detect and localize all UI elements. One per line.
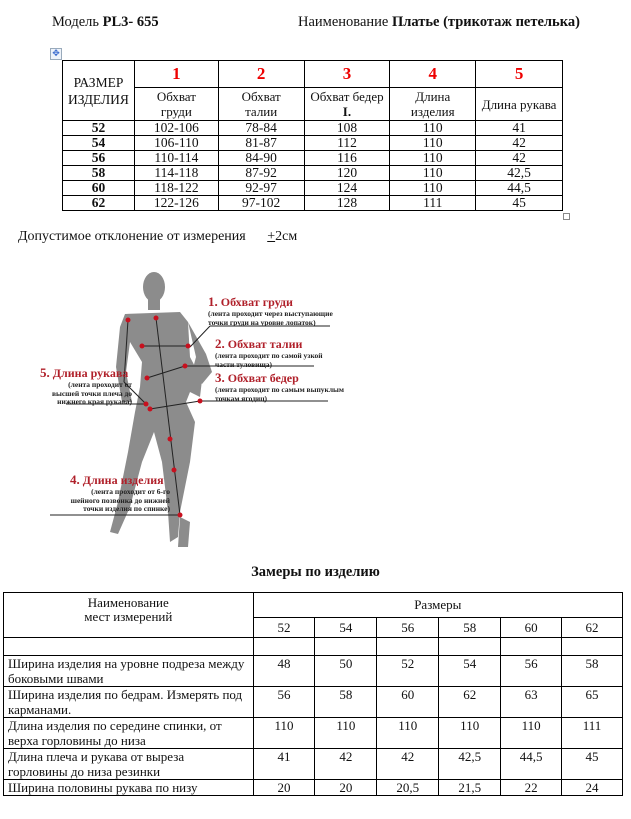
measurement-value: 20 xyxy=(315,780,377,796)
measurement-name xyxy=(4,656,254,687)
callout-chest xyxy=(208,294,333,327)
measurement-value: 42 xyxy=(377,749,439,780)
callout-title: Обхват груди xyxy=(220,295,293,309)
plus-minus-sign: + xyxy=(267,229,276,244)
measurement-cell: 45 xyxy=(476,196,563,211)
size-row xyxy=(63,151,563,166)
tolerance-label: Допустимое отклонение от измерения xyxy=(18,229,246,244)
empty-row xyxy=(4,638,623,656)
measurement-value: 52 xyxy=(377,656,439,687)
header-line: I. xyxy=(342,104,352,119)
callout-title: Длина изделия xyxy=(82,473,164,487)
column-header-hips xyxy=(304,88,390,121)
measurement-value: 20 xyxy=(253,780,315,796)
empty-cell xyxy=(315,638,377,656)
measurements-title: Замеры по изделию xyxy=(251,564,380,580)
product-name-line xyxy=(298,14,580,31)
measurement-value: 54 xyxy=(439,656,501,687)
measurement-row xyxy=(4,687,623,718)
measurement-cell: 44,5 xyxy=(476,181,563,196)
measurement-value: 56 xyxy=(253,687,315,718)
size-row xyxy=(63,121,563,136)
measurement-row xyxy=(4,656,623,687)
measurement-value: 60 xyxy=(377,687,439,718)
column-number-row xyxy=(63,61,563,88)
measurement-name xyxy=(4,749,254,780)
tolerance-note xyxy=(18,229,297,245)
measurement-value: 44,5 xyxy=(501,749,562,780)
measurement-cell: 110 xyxy=(390,166,476,181)
callout-desc: (лента проходит по самой узкой xyxy=(215,351,323,360)
measurement-value: 48 xyxy=(253,656,315,687)
size-row xyxy=(63,181,563,196)
measurement-name-line: горловины до низа резинки xyxy=(8,764,161,779)
measurement-name-line: Ширина изделия по бедрам. Измерять под xyxy=(8,687,243,702)
callout-waist xyxy=(215,336,323,369)
callout-desc: точки груди на уровне лопаток) xyxy=(208,317,316,327)
measurement-cell: 124 xyxy=(304,181,390,196)
header-line: Наименование xyxy=(87,595,169,610)
callout-desc: точки изделия по спинке) xyxy=(83,504,170,513)
column-name-row xyxy=(63,88,563,121)
measurement-cell: 102-106 xyxy=(134,121,218,136)
measurement-value: 24 xyxy=(562,780,623,796)
product-name-value: Платье (трикотаж петелька) xyxy=(391,14,580,30)
column-number: 5 xyxy=(476,61,563,88)
size-cell: 52 xyxy=(63,121,135,136)
callout-desc: точкам ягодиц) xyxy=(215,393,268,403)
measurement-name-line: Ширина половины рукава по низу xyxy=(8,780,198,795)
size-header-line: РАЗМЕР xyxy=(73,74,124,90)
callout-hips xyxy=(215,370,344,403)
header-line: груди xyxy=(160,104,192,119)
measurement-value: 20,5 xyxy=(377,780,439,796)
callout-desc: (лента проходит от xyxy=(68,380,132,389)
callout-desc: нижнего края рукава) xyxy=(57,397,132,406)
measurement-value: 58 xyxy=(315,687,377,718)
measurement-value: 21,5 xyxy=(439,780,501,796)
measurement-name-line: карманами. xyxy=(8,702,72,717)
size-cell: 62 xyxy=(63,196,135,211)
measurement-value: 111 xyxy=(562,718,623,749)
header-line: Обхват xyxy=(241,89,281,104)
measurement-name-header xyxy=(4,593,254,638)
measurement-cell: 122-126 xyxy=(134,196,218,211)
size-column-header: 62 xyxy=(562,618,623,638)
garment-measurements-table xyxy=(3,592,623,796)
measurement-cell: 110 xyxy=(390,121,476,136)
callout-length xyxy=(70,472,170,514)
measurement-cell: 87-92 xyxy=(218,166,304,181)
header-line: Обхват бедер xyxy=(310,89,384,104)
header-line: Обхват xyxy=(156,89,196,104)
column-number: 1 xyxy=(134,61,218,88)
measurement-row xyxy=(4,749,623,780)
measurement-cell: 108 xyxy=(304,121,390,136)
measurement-cell: 97-102 xyxy=(218,196,304,211)
callout-number: 2. xyxy=(215,336,225,351)
measurement-value: 65 xyxy=(562,687,623,718)
column-header-chest xyxy=(134,88,218,121)
empty-cell xyxy=(253,638,315,656)
callout-sleeve xyxy=(40,365,132,407)
column-header-length xyxy=(390,88,476,121)
measurement-name-line: Длина изделия по середине спинки, от xyxy=(8,718,222,733)
measurement-cell: 106-110 xyxy=(134,136,218,151)
measurement-name-line: Ширина изделия на уровне подреза между xyxy=(8,656,245,671)
measurement-value: 63 xyxy=(501,687,562,718)
size-row xyxy=(63,196,563,211)
size-chart-table xyxy=(62,60,563,211)
header-line: изделия xyxy=(410,104,455,119)
measurement-value: 56 xyxy=(501,656,562,687)
header-row xyxy=(4,593,623,618)
measurement-value: 110 xyxy=(439,718,501,749)
measurement-name-line: боковыми швами xyxy=(8,671,104,686)
measurement-cell: 110 xyxy=(390,151,476,166)
measurement-value: 42,5 xyxy=(439,749,501,780)
measurement-name xyxy=(4,687,254,718)
measurement-cell: 42,5 xyxy=(476,166,563,181)
measurement-cell: 128 xyxy=(304,196,390,211)
callout-desc: высшей точки плеча до xyxy=(51,388,132,398)
measurement-value: 62 xyxy=(439,687,501,718)
size-row xyxy=(63,166,563,181)
model-value: PL3- 655 xyxy=(102,14,159,30)
empty-cell xyxy=(4,638,254,656)
size-column-header: 56 xyxy=(377,618,439,638)
measurement-name xyxy=(4,780,254,796)
measurement-value: 110 xyxy=(315,718,377,749)
measurement-value: 42 xyxy=(315,749,377,780)
measurement-cell: 116 xyxy=(304,151,390,166)
header-line: Длина xyxy=(415,89,451,104)
callout-number: 3. xyxy=(215,370,225,385)
callout-number: 1. xyxy=(208,294,218,309)
size-column-header: 54 xyxy=(315,618,377,638)
callout-desc: (лента проходит по самым выпуклым xyxy=(215,385,345,394)
size-column-header: 52 xyxy=(253,618,315,638)
measurement-cell: 110 xyxy=(390,181,476,196)
size-cell: 60 xyxy=(63,181,135,196)
model-label: Модель xyxy=(52,14,100,30)
measurement-value: 58 xyxy=(562,656,623,687)
size-cell: 54 xyxy=(63,136,135,151)
product-name-label: Наименование xyxy=(298,14,389,30)
measurement-cell: 114-118 xyxy=(134,166,218,181)
measurement-cell: 112 xyxy=(304,136,390,151)
size-header-cell xyxy=(63,61,135,121)
size-column-header: 58 xyxy=(439,618,501,638)
column-header-sleeve xyxy=(476,88,563,121)
column-number: 4 xyxy=(390,61,476,88)
measurement-name-line: Длина плеча и рукава от выреза xyxy=(8,749,185,764)
measurement-cell: 110-114 xyxy=(134,151,218,166)
measurement-cell: 42 xyxy=(476,136,563,151)
table-move-handle-icon[interactable]: ✥ xyxy=(50,48,62,60)
callout-desc: шейного позвонка до нижней xyxy=(70,495,170,505)
measurement-row xyxy=(4,780,623,796)
callout-title: Обхват бедер xyxy=(227,371,299,385)
column-header-waist xyxy=(218,88,304,121)
measurement-cell: 78-84 xyxy=(218,121,304,136)
empty-cell xyxy=(377,638,439,656)
measurement-value: 110 xyxy=(501,718,562,749)
size-header-line: ИЗДЕЛИЯ xyxy=(68,91,129,107)
model-line xyxy=(52,14,159,31)
measurement-figure xyxy=(30,262,370,552)
measurement-cell: 110 xyxy=(390,136,476,151)
measurement-value: 22 xyxy=(501,780,562,796)
measurement-cell: 84-90 xyxy=(218,151,304,166)
size-cell: 56 xyxy=(63,151,135,166)
table-resize-handle[interactable] xyxy=(563,213,570,220)
callout-title: Обхват талии xyxy=(227,337,303,351)
measurement-value: 110 xyxy=(253,718,315,749)
sizes-header: Размеры xyxy=(253,593,622,618)
callout-number: 4. xyxy=(70,472,80,487)
empty-cell xyxy=(562,638,623,656)
size-row xyxy=(63,136,563,151)
measurement-cell: 118-122 xyxy=(134,181,218,196)
measurement-name-line: верха горловины до низа xyxy=(8,733,146,748)
tolerance-value: 2см xyxy=(275,229,298,244)
measurement-value: 45 xyxy=(562,749,623,780)
size-cell: 58 xyxy=(63,166,135,181)
measurement-cell: 92-97 xyxy=(218,181,304,196)
measurement-value: 41 xyxy=(253,749,315,780)
column-number: 2 xyxy=(218,61,304,88)
size-column-header: 60 xyxy=(501,618,562,638)
measurement-row xyxy=(4,718,623,749)
measurement-value: 50 xyxy=(315,656,377,687)
header-line: Длина рукава xyxy=(481,96,557,112)
callout-number: 5. xyxy=(40,365,50,380)
measurement-cell: 111 xyxy=(390,196,476,211)
measurement-name xyxy=(4,718,254,749)
callout-desc: (лента проходит от 6-го xyxy=(91,487,170,496)
header-line: мест измерений xyxy=(84,609,173,624)
callout-title: Длина рукава xyxy=(52,366,129,380)
callout-desc: части туловища) xyxy=(215,359,273,369)
measurement-cell: 120 xyxy=(304,166,390,181)
measurement-value: 110 xyxy=(377,718,439,749)
header-line: талии xyxy=(245,104,278,119)
callout-desc: (лента проходит через выступающие xyxy=(208,309,333,318)
empty-cell xyxy=(439,638,501,656)
measurement-cell: 41 xyxy=(476,121,563,136)
column-number: 3 xyxy=(304,61,390,88)
measurement-cell: 42 xyxy=(476,151,563,166)
measurement-cell: 81-87 xyxy=(218,136,304,151)
empty-cell xyxy=(501,638,562,656)
